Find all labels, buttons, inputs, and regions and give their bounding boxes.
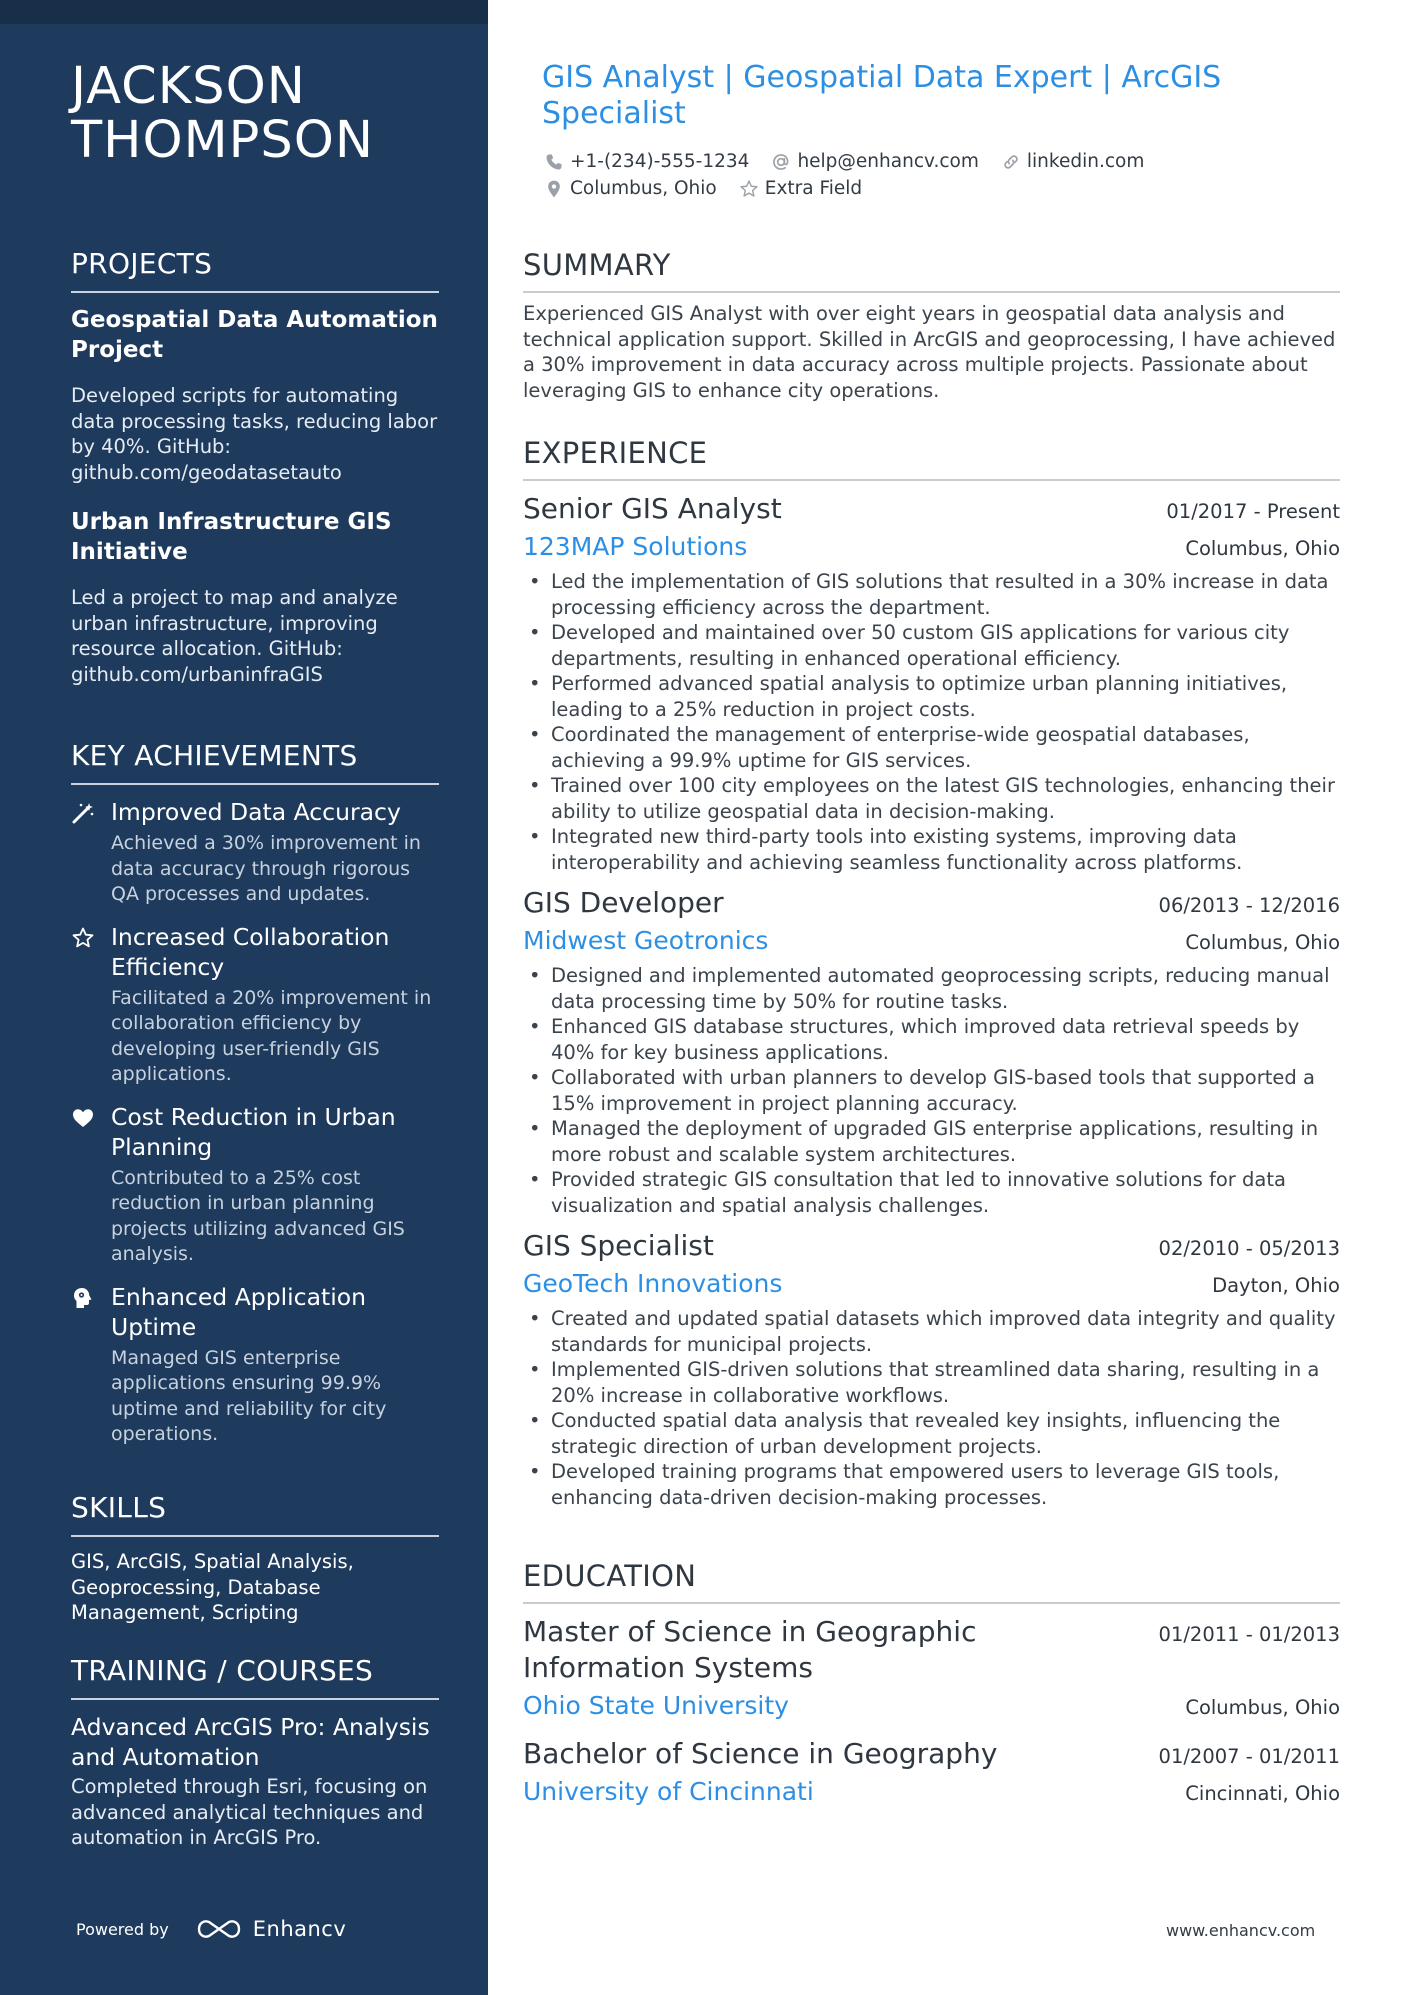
- training-heading: TRAINING / COURSES: [71, 1654, 439, 1700]
- experience-heading: EXPERIENCE: [523, 435, 1340, 481]
- achievement-description: Facilitated a 20% improvement in collaboration efficiency by developing user-friendly GIS applications.: [111, 986, 432, 1085]
- job-company: 123MAP Solutions: [523, 532, 748, 561]
- bullet-item: • Collaborated with urban planners to develop GIS-based tools that supported a 15% improvement in project planning accuracy.: [523, 1065, 1340, 1116]
- degree-title: Bachelor of Science in Geography: [523, 1737, 998, 1770]
- contact-extra: [739, 178, 862, 199]
- project-title: Geospatial Data Automation Project: [71, 307, 438, 363]
- contact-linkedin[interactable]: [1001, 151, 1144, 172]
- email-text: help@enhancv.com: [797, 151, 979, 172]
- location-pin-icon: [544, 179, 564, 199]
- education-section: [523, 1558, 1340, 1808]
- bullet-item: • Designed and implemented automated geoprocessing scripts, reducing manual data processing time by 50% for routine tasks.: [523, 963, 1340, 1014]
- magic-wand-icon: [71, 801, 95, 825]
- achievement-description: Managed GIS enterprise applications ensuring 99.9% uptime and reliability for city operations.: [111, 1346, 387, 1445]
- contact-email[interactable]: [771, 151, 978, 172]
- sidebar: [0, 0, 488, 1995]
- summary-text: Experienced GIS Analyst with over eight years in geospatial data analysis and technical application support. Skilled in ArcGIS and geoprocessing, I have achieved a 30% improvement in data accuracy across multiple projects. Passionate about leveraging GIS to enhance city operations.: [523, 302, 1336, 402]
- enhancv-logo-icon: [195, 1916, 243, 1942]
- bullet-item: • Enhanced GIS database structures, which improved data retrieval speeds by 40% for key business applications.: [523, 1014, 1340, 1065]
- education-entry: [523, 1614, 1340, 1722]
- achievement-item: [71, 1102, 439, 1268]
- job-bullets: [523, 1306, 1340, 1510]
- achievement-item: [71, 1282, 439, 1448]
- powered-by-label: Powered by: [76, 1919, 169, 1939]
- skills-section: [71, 1491, 439, 1626]
- location-text: Columbus, Ohio: [570, 178, 717, 199]
- achievement-title: Increased Collaboration Efficiency: [111, 922, 390, 981]
- summary-heading: SUMMARY: [523, 247, 1340, 293]
- projects-heading: PROJECTS: [71, 247, 439, 293]
- star-outline-icon: [739, 179, 759, 199]
- footer-website[interactable]: www.enhancv.com: [1166, 1921, 1316, 1940]
- job-location: Dayton, Ohio: [1212, 1274, 1340, 1297]
- job-dates: 06/2013 - 12/2016: [1158, 894, 1340, 917]
- job-entry: [523, 1228, 1340, 1510]
- degree-title: Master of Science in Geographic Information Systems: [523, 1615, 977, 1684]
- link-icon: [1001, 152, 1021, 172]
- achievement-description: Contributed to a 25% cost reduction in urban planning projects utilizing advanced GIS analysis.: [111, 1166, 405, 1265]
- education-dates: 01/2011 - 01/2013: [1158, 1623, 1340, 1646]
- achievements-section: [71, 739, 439, 1448]
- achievement-title: Enhanced Application Uptime: [111, 1282, 367, 1341]
- phone-text: +1-(234)-555-1234: [570, 151, 750, 172]
- course-description: Completed through Esri, focusing on advanced analytical techniques and automation in ArcGIS Pro.: [71, 1775, 428, 1849]
- powered-by: [76, 1916, 346, 1942]
- job-title: GIS Specialist: [523, 1229, 714, 1262]
- contact-location: [544, 178, 717, 199]
- bullet-item: • Integrated new third-party tools into existing systems, improving data interoperability and achieving seamless functionality across platforms.: [523, 824, 1340, 875]
- school-name: University of Cincinnati: [523, 1777, 814, 1806]
- candidate-name: [71, 57, 471, 170]
- project-description: Led a project to map and analyze urban infrastructure, improving resource allocation. GitHub: github.com/urbaninfraGIS: [71, 586, 398, 686]
- bullet-item: • Performed advanced spatial analysis to optimize urban planning initiatives, leading to a 25% reduction in project costs.: [523, 671, 1340, 722]
- bullet-item: • Developed training programs that empowered users to leverage GIS tools, enhancing data-driven decision-making processes.: [523, 1459, 1340, 1510]
- education-entry: [523, 1736, 1340, 1808]
- achievement-item: [71, 797, 439, 908]
- job-entry: [523, 885, 1340, 1218]
- contact-phone[interactable]: [544, 151, 749, 172]
- projects-section: [71, 247, 439, 687]
- at-sign-icon: [771, 152, 791, 172]
- sidebar-top-band: [0, 0, 488, 24]
- job-bullets: [523, 963, 1340, 1218]
- course-title: Advanced ArcGIS Pro: Analysis and Automation: [71, 1713, 430, 1771]
- job-entry: [523, 491, 1340, 875]
- skills-heading: SKILLS: [71, 1491, 439, 1537]
- star-icon: [71, 926, 95, 950]
- summary-section: [523, 247, 1340, 403]
- bullet-item: • Developed and maintained over 50 custom GIS applications for various city departments, resulting in enhanced operational efficiency.: [523, 620, 1340, 671]
- contact-row: [544, 175, 1344, 202]
- linkedin-text: linkedin.com: [1026, 151, 1145, 172]
- job-location: Columbus, Ohio: [1185, 931, 1340, 954]
- job-dates: 01/2017 - Present: [1166, 500, 1340, 523]
- bullet-item: • Managed the deployment of upgraded GIS enterprise applications, resulting in more robust and scalable system architectures.: [523, 1116, 1340, 1167]
- bullet-item: • Provided strategic GIS consultation that led to innovative solutions for data visualization and spatial analysis challenges.: [523, 1167, 1340, 1218]
- main-top-band: [488, 0, 1410, 24]
- job-title: Senior GIS Analyst: [523, 492, 782, 525]
- bullet-item: • Coordinated the management of enterprise-wide geospatial databases, achieving a 99.9% uptime for GIS services.: [523, 722, 1340, 773]
- bullet-item: • Implemented GIS-driven solutions that streamlined data sharing, resulting in a 20% increase in collaborative workflows.: [523, 1357, 1340, 1408]
- heart-icon: [71, 1106, 95, 1130]
- headline: [542, 60, 1242, 132]
- achievement-title: Improved Data Accuracy: [111, 798, 401, 826]
- headline-line-2: Specialist: [542, 96, 686, 131]
- bullet-item: • Created and updated spatial datasets which improved data integrity and quality standards for municipal projects.: [523, 1306, 1340, 1357]
- school-location: Cincinnati, Ohio: [1185, 1782, 1340, 1805]
- achievements-heading: KEY ACHIEVEMENTS: [71, 739, 439, 785]
- job-title: GIS Developer: [523, 886, 724, 919]
- project-item: [71, 305, 439, 485]
- achievement-description: Achieved a 30% improvement in data accuracy through rigorous QA processes and updates.: [111, 832, 421, 905]
- bullet-item: • Trained over 100 city employees on the latest GIS technologies, enhancing their ability to utilize geospatial data in decision-making.: [523, 773, 1340, 824]
- school-location: Columbus, Ohio: [1185, 1696, 1340, 1719]
- name-line-last: THOMPSON: [71, 111, 375, 170]
- project-title: Urban Infrastructure GIS Initiative: [71, 509, 392, 565]
- job-company: Midwest Geotronics: [523, 926, 769, 955]
- project-item: [71, 507, 439, 687]
- experience-section: [523, 435, 1340, 1510]
- job-bullets: [523, 569, 1340, 875]
- job-company: GeoTech Innovations: [523, 1269, 783, 1298]
- phone-icon: [544, 152, 564, 172]
- extra-field-text: Extra Field: [764, 178, 863, 199]
- school-name: Ohio State University: [523, 1691, 789, 1720]
- achievement-title: Cost Reduction in Urban Planning: [111, 1102, 396, 1161]
- bullet-item: • Led the implementation of GIS solutions that resulted in a 30% increase in data processing efficiency across the department.: [523, 569, 1340, 620]
- training-section: [71, 1654, 439, 1851]
- project-description: Developed scripts for automating data processing tasks, reducing labor by 40%. GitHub: github.com/geodatasetauto: [71, 384, 438, 484]
- job-location: Columbus, Ohio: [1185, 537, 1340, 560]
- name-line-first: JACKSON: [71, 57, 306, 116]
- brand-name: Enhancv: [252, 1917, 347, 1941]
- headline-line-1: GIS Analyst | Geospatial Data Expert | ArcGIS: [542, 60, 1222, 95]
- job-dates: 02/2010 - 05/2013: [1158, 1237, 1340, 1260]
- brain-head-icon: [71, 1286, 95, 1310]
- skills-list: GIS, ArcGIS, Spatial Analysis, Geoprocessing, Database Management, Scripting: [71, 1550, 354, 1624]
- contact-info: [544, 148, 1344, 202]
- achievement-item: [71, 922, 439, 1088]
- bullet-item: • Conducted spatial data analysis that revealed key insights, influencing the strategic direction of urban development projects.: [523, 1408, 1340, 1459]
- education-dates: 01/2007 - 01/2011: [1158, 1745, 1340, 1768]
- education-heading: EDUCATION: [523, 1558, 1340, 1604]
- contact-row: [544, 148, 1344, 175]
